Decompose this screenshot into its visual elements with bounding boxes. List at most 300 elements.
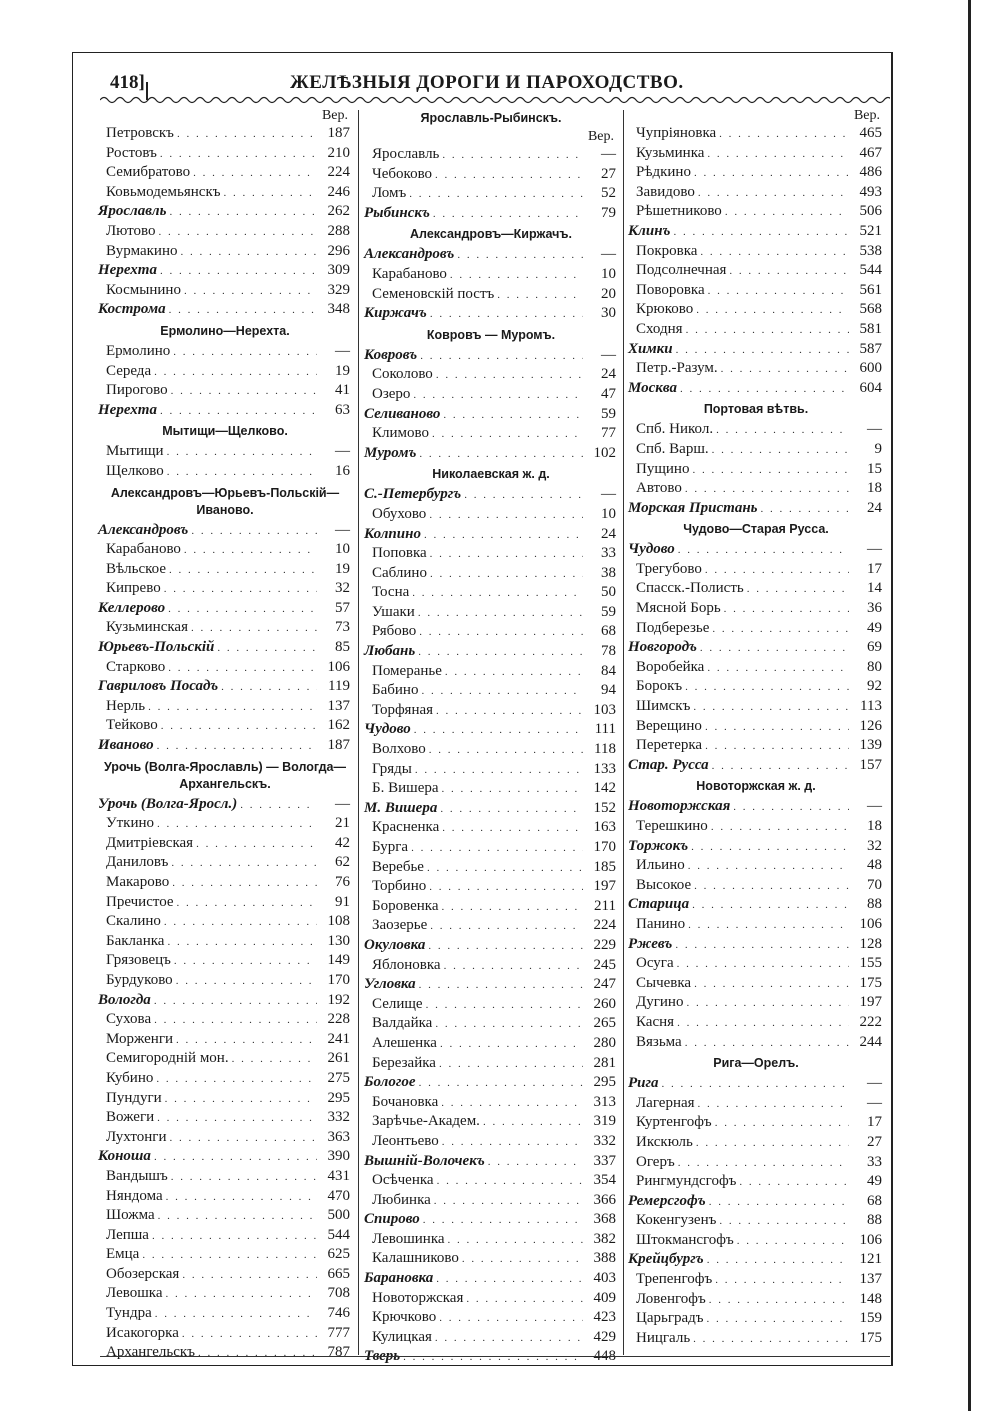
station-distance: 130 bbox=[327, 932, 350, 949]
station-distance: 32 bbox=[335, 580, 350, 597]
station-row bbox=[628, 619, 884, 639]
station-row bbox=[628, 817, 884, 837]
dot-leader bbox=[169, 203, 317, 222]
station-distance: 19 bbox=[335, 362, 350, 379]
station-row bbox=[98, 697, 352, 717]
station-name: Рябово bbox=[372, 623, 417, 640]
dot-leader bbox=[677, 1014, 849, 1033]
station-distance: 24 bbox=[867, 499, 882, 516]
station-name: Кипрево bbox=[106, 580, 161, 597]
station-distance: 192 bbox=[327, 991, 350, 1008]
station-name: Гавриловъ Посадъ bbox=[98, 678, 219, 695]
dot-leader bbox=[700, 243, 849, 262]
section-title: Портовая вѣтвь. bbox=[703, 402, 809, 417]
station-row bbox=[628, 599, 884, 619]
verst-header: Вер. bbox=[587, 129, 614, 144]
station-distance: 366 bbox=[593, 1191, 616, 1208]
station-row bbox=[98, 1010, 352, 1030]
station-distance: 62 bbox=[335, 854, 350, 871]
station-row bbox=[98, 1089, 352, 1109]
station-distance: 142 bbox=[593, 780, 616, 797]
station-distance: 261 bbox=[327, 1050, 350, 1067]
station-distance: 163 bbox=[593, 819, 616, 836]
station-name: Штокмансгофъ bbox=[636, 1231, 734, 1248]
dot-leader bbox=[747, 580, 849, 599]
station-row bbox=[364, 936, 618, 956]
station-name: Сходня bbox=[636, 320, 683, 337]
station-row bbox=[98, 124, 352, 144]
station-distance: 18 bbox=[867, 818, 882, 834]
station-row bbox=[628, 540, 884, 560]
station-distance: 228 bbox=[327, 1011, 350, 1028]
station-distance: 260 bbox=[593, 995, 616, 1012]
station-distance: 88 bbox=[867, 1212, 882, 1229]
station-distance: 665 bbox=[327, 1265, 350, 1282]
dot-leader bbox=[448, 1231, 583, 1250]
station-name: Новоторжская bbox=[372, 1289, 464, 1306]
station-name: Дугино bbox=[636, 994, 684, 1011]
station-name: Лютово bbox=[106, 222, 156, 239]
station-distance: 126 bbox=[859, 717, 882, 734]
station-name: Емца bbox=[106, 1246, 140, 1263]
station-distance: 604 bbox=[859, 379, 882, 396]
station-name: Чудово bbox=[364, 721, 411, 738]
station-row bbox=[628, 242, 884, 262]
station-name: Вышній-Волочекъ bbox=[364, 1152, 485, 1169]
dot-leader bbox=[158, 1207, 317, 1226]
dot-leader bbox=[196, 835, 317, 854]
station-name: Мытищи bbox=[106, 443, 164, 460]
station-row bbox=[98, 1304, 352, 1324]
dot-leader bbox=[164, 580, 317, 599]
station-row bbox=[98, 300, 352, 320]
dot-leader bbox=[678, 541, 849, 560]
station-distance: 121 bbox=[859, 1251, 882, 1268]
route-section bbox=[98, 321, 352, 420]
station-distance: 152 bbox=[593, 799, 616, 816]
station-row bbox=[364, 304, 618, 324]
station-row bbox=[628, 340, 884, 360]
station-row bbox=[98, 1167, 352, 1187]
dot-leader bbox=[705, 718, 849, 737]
station-row bbox=[628, 560, 884, 580]
station-distance: — bbox=[335, 342, 350, 359]
station-row bbox=[628, 261, 884, 281]
station-distance: 262 bbox=[327, 203, 350, 220]
station-row bbox=[98, 261, 352, 281]
station-distance: 59 bbox=[601, 603, 616, 620]
station-name: Старково bbox=[106, 658, 166, 675]
station-distance: 187 bbox=[327, 737, 350, 754]
dot-leader bbox=[739, 1173, 849, 1192]
station-distance: 24 bbox=[601, 525, 616, 542]
station-name: Б. Вишера bbox=[372, 780, 439, 797]
station-name: Мясной Борь bbox=[636, 600, 721, 617]
station-distance: 68 bbox=[601, 623, 616, 640]
station-name: Подберезье bbox=[636, 619, 710, 636]
dot-leader bbox=[426, 996, 583, 1015]
dot-leader bbox=[429, 741, 583, 760]
dot-leader bbox=[705, 561, 849, 580]
station-name: Померанье bbox=[372, 662, 442, 679]
dot-leader bbox=[442, 1133, 583, 1152]
station-distance: 159 bbox=[859, 1310, 882, 1327]
station-distance: 17 bbox=[867, 560, 882, 577]
station-name: Веребье bbox=[372, 858, 424, 875]
station-name: Москва bbox=[628, 379, 677, 396]
station-row bbox=[364, 1112, 618, 1132]
station-name: Ушаки bbox=[372, 603, 415, 620]
station-name: Няндома bbox=[106, 1187, 163, 1204]
section-title: Александровъ—Киржачъ. bbox=[410, 227, 572, 242]
station-name: Спасск.-Полисть bbox=[636, 580, 744, 597]
station-row bbox=[628, 1013, 884, 1033]
station-row bbox=[628, 1172, 884, 1192]
station-name: Лухтонги bbox=[106, 1128, 167, 1145]
station-name: Нерль bbox=[106, 697, 146, 714]
station-row bbox=[628, 856, 884, 876]
station-row bbox=[98, 281, 352, 301]
station-row bbox=[364, 995, 618, 1015]
station-name: Ярославль bbox=[98, 203, 167, 220]
dot-leader bbox=[420, 347, 583, 366]
dot-leader bbox=[692, 896, 849, 915]
station-name: Бурга bbox=[372, 839, 409, 855]
dot-leader bbox=[436, 366, 583, 385]
station-row bbox=[364, 1230, 618, 1250]
station-row bbox=[628, 1211, 884, 1231]
dot-leader bbox=[688, 916, 849, 935]
page-title: ЖЕЛѢЗНЫЯ ДОРОГИ И ПАРОХОДСТВО. bbox=[290, 72, 684, 93]
dot-leader bbox=[725, 203, 849, 222]
dot-leader bbox=[715, 1271, 849, 1290]
station-row bbox=[628, 420, 884, 440]
station-name: Кокенгузенъ bbox=[636, 1212, 717, 1229]
station-name: Чебоково bbox=[372, 165, 433, 182]
dot-leader bbox=[440, 800, 583, 819]
station-distance: — bbox=[335, 795, 350, 812]
station-distance: 59 bbox=[601, 405, 616, 422]
station-row bbox=[364, 1171, 618, 1191]
station-distance: 493 bbox=[859, 183, 882, 200]
station-distance: — bbox=[601, 146, 616, 162]
route-section bbox=[628, 108, 884, 398]
station-row bbox=[364, 145, 618, 165]
station-name: Икскюль bbox=[636, 1133, 693, 1150]
dot-leader bbox=[232, 1050, 317, 1069]
dot-leader bbox=[466, 1290, 583, 1309]
dot-leader bbox=[435, 1329, 583, 1348]
dot-leader bbox=[444, 957, 583, 976]
station-distance: 170 bbox=[327, 971, 350, 988]
dot-leader bbox=[700, 639, 849, 658]
station-row bbox=[98, 991, 352, 1011]
route-section bbox=[364, 325, 618, 464]
station-row bbox=[98, 1147, 352, 1167]
dot-leader bbox=[719, 125, 849, 144]
station-distance: 69 bbox=[867, 639, 882, 656]
dot-leader bbox=[157, 1109, 317, 1128]
dot-leader bbox=[165, 1090, 317, 1109]
dot-leader bbox=[168, 600, 317, 619]
station-distance: 41 bbox=[335, 382, 350, 399]
station-row bbox=[628, 1133, 884, 1153]
dot-leader bbox=[184, 541, 317, 560]
station-name: Торжокъ bbox=[628, 837, 689, 854]
station-distance: 382 bbox=[593, 1230, 616, 1247]
station-distance: 175 bbox=[859, 1329, 882, 1346]
station-row bbox=[628, 359, 884, 379]
station-name: Обозерская bbox=[106, 1265, 180, 1282]
station-row bbox=[98, 1343, 352, 1363]
station-row bbox=[98, 1128, 352, 1148]
station-row bbox=[364, 701, 618, 721]
dot-leader bbox=[160, 145, 317, 164]
station-row bbox=[98, 638, 352, 658]
station-distance: 85 bbox=[335, 639, 350, 656]
station-distance: — bbox=[867, 421, 882, 438]
station-row bbox=[98, 222, 352, 242]
station-name: Волхово bbox=[372, 741, 426, 758]
station-row bbox=[364, 799, 618, 819]
dot-leader bbox=[403, 1348, 583, 1367]
dot-leader bbox=[497, 286, 583, 305]
station-row bbox=[628, 638, 884, 658]
station-row bbox=[628, 954, 884, 974]
station-row bbox=[98, 1030, 352, 1050]
dot-leader bbox=[439, 1055, 583, 1074]
station-name: Новгородъ bbox=[628, 639, 697, 656]
dot-leader bbox=[716, 421, 849, 440]
route-section bbox=[364, 224, 618, 323]
station-distance: 329 bbox=[327, 281, 350, 298]
station-distance: — bbox=[601, 346, 616, 363]
station-row bbox=[364, 975, 618, 995]
station-row bbox=[98, 834, 352, 854]
station-name: Уткино bbox=[106, 815, 155, 832]
station-distance: 57 bbox=[335, 599, 350, 616]
dot-leader bbox=[694, 975, 849, 994]
dot-leader bbox=[430, 565, 583, 584]
dot-leader bbox=[737, 1232, 849, 1251]
station-distance: 332 bbox=[593, 1132, 616, 1149]
dot-leader bbox=[177, 894, 317, 913]
station-distance: 448 bbox=[593, 1348, 616, 1365]
station-distance: 581 bbox=[859, 320, 882, 337]
station-name: Угловка bbox=[364, 976, 416, 993]
station-row bbox=[628, 144, 884, 164]
station-name: Трепенгофъ bbox=[636, 1271, 713, 1288]
station-distance: 137 bbox=[327, 697, 350, 714]
station-name: Щелково bbox=[106, 462, 164, 479]
station-name: Шимскъ bbox=[636, 698, 691, 715]
station-name: Тосна bbox=[372, 584, 410, 601]
route-section bbox=[364, 464, 618, 1367]
station-row bbox=[364, 485, 618, 505]
route-section bbox=[98, 483, 352, 756]
station-distance: — bbox=[867, 798, 882, 815]
station-name: Грязовецъ bbox=[106, 952, 171, 969]
station-name: Карабаново bbox=[372, 265, 447, 282]
station-name: Лагерная bbox=[636, 1094, 695, 1111]
dot-leader bbox=[443, 406, 583, 425]
dot-leader bbox=[698, 1095, 849, 1114]
station-name: Рига bbox=[628, 1075, 659, 1092]
station-distance: 77 bbox=[601, 425, 616, 442]
dot-leader bbox=[694, 164, 849, 183]
station-name: Ковьмодемьянскъ bbox=[106, 183, 221, 200]
station-row bbox=[364, 603, 618, 623]
station-name: Ярославль bbox=[372, 146, 440, 162]
station-row bbox=[364, 444, 618, 464]
station-row bbox=[98, 521, 352, 541]
station-name: Воробейка bbox=[636, 658, 705, 675]
station-name: Семеновскій постъ bbox=[372, 285, 495, 302]
dot-leader bbox=[156, 1070, 317, 1089]
station-name: Химки bbox=[628, 340, 673, 357]
dot-leader bbox=[733, 798, 849, 817]
station-row bbox=[364, 662, 618, 682]
station-distance: 157 bbox=[859, 756, 882, 773]
station-name: Ермолино bbox=[106, 342, 171, 359]
station-distance: 17 bbox=[867, 1114, 882, 1131]
station-name: Торбино bbox=[372, 878, 427, 895]
station-name: Окуловка bbox=[364, 936, 426, 953]
station-row bbox=[364, 1132, 618, 1152]
station-distance: 20 bbox=[601, 285, 616, 302]
station-distance: 185 bbox=[593, 858, 616, 875]
dot-leader bbox=[154, 363, 317, 382]
station-row bbox=[628, 460, 884, 480]
dot-leader bbox=[712, 757, 849, 776]
dot-leader bbox=[442, 898, 583, 917]
station-distance: 18 bbox=[867, 480, 882, 497]
station-name: Пундуги bbox=[106, 1089, 162, 1106]
dot-leader bbox=[184, 282, 317, 301]
station-distance: 63 bbox=[335, 401, 350, 418]
station-distance: 133 bbox=[593, 760, 616, 777]
station-row bbox=[98, 540, 352, 560]
station-row bbox=[98, 716, 352, 736]
station-distance: 187 bbox=[327, 125, 350, 141]
dot-leader bbox=[685, 480, 849, 499]
station-distance: 70 bbox=[867, 876, 882, 893]
station-row bbox=[98, 362, 352, 382]
station-distance: 33 bbox=[867, 1153, 882, 1170]
station-name: Бологое bbox=[364, 1074, 416, 1091]
station-name: Трегубово bbox=[636, 560, 702, 577]
station-name: Зарѣчье-Академ. bbox=[372, 1113, 480, 1130]
station-name: Пречистое bbox=[106, 893, 174, 910]
station-distance: — bbox=[335, 521, 350, 538]
dot-leader bbox=[688, 857, 849, 876]
dot-leader bbox=[686, 321, 849, 340]
dot-leader bbox=[705, 737, 849, 756]
station-name: Ковровъ bbox=[364, 346, 418, 363]
station-row bbox=[98, 401, 352, 421]
station-row bbox=[98, 560, 352, 580]
section-title: Николаевская ж. д. bbox=[432, 467, 550, 482]
station-distance: 521 bbox=[859, 222, 882, 239]
dot-leader bbox=[419, 976, 583, 995]
dot-leader bbox=[419, 1074, 583, 1093]
station-name: Подсолнечная bbox=[636, 262, 727, 279]
station-name: Спирово bbox=[364, 1211, 420, 1228]
station-name: Левошка bbox=[106, 1285, 163, 1302]
station-distance: 32 bbox=[867, 837, 882, 854]
station-name: Куртенгофъ bbox=[636, 1114, 712, 1131]
station-row bbox=[364, 165, 618, 185]
station-row bbox=[98, 442, 352, 462]
dot-leader bbox=[176, 972, 317, 991]
station-name: Соколово bbox=[372, 366, 433, 383]
station-name: Тверь bbox=[364, 1348, 401, 1365]
station-row bbox=[364, 525, 618, 545]
dot-leader bbox=[423, 1211, 583, 1230]
dot-leader bbox=[442, 819, 583, 838]
station-row bbox=[364, 760, 618, 780]
dot-leader bbox=[707, 1251, 849, 1270]
station-name: Семигородній мон. bbox=[106, 1050, 229, 1067]
station-row bbox=[364, 1269, 618, 1289]
wavy-rule bbox=[100, 94, 890, 106]
station-distance: 568 bbox=[859, 301, 882, 318]
station-name: Чудово bbox=[628, 541, 675, 558]
dot-leader bbox=[686, 994, 849, 1013]
station-name: Озеро bbox=[372, 385, 411, 402]
station-row bbox=[364, 818, 618, 838]
station-distance: 368 bbox=[593, 1211, 616, 1228]
station-distance: 139 bbox=[859, 737, 882, 754]
station-distance: 600 bbox=[859, 360, 882, 377]
station-name: Муромъ bbox=[364, 444, 417, 461]
station-name: Бочановка bbox=[372, 1093, 439, 1110]
station-distance: — bbox=[601, 486, 616, 503]
dot-leader bbox=[434, 1192, 583, 1211]
station-distance: 38 bbox=[601, 564, 616, 581]
station-distance: 211 bbox=[594, 897, 616, 914]
station-distance: 73 bbox=[335, 619, 350, 636]
station-name: Космынино bbox=[106, 281, 181, 298]
dot-leader bbox=[160, 402, 317, 421]
dot-leader bbox=[685, 678, 849, 697]
station-distance: 175 bbox=[859, 974, 882, 991]
station-distance: 544 bbox=[327, 1226, 350, 1243]
station-row bbox=[628, 1074, 884, 1094]
section-title: Чудово—Старая Русса. bbox=[683, 522, 829, 537]
station-distance: 92 bbox=[867, 678, 882, 695]
station-row bbox=[364, 1210, 618, 1230]
station-distance: 106 bbox=[859, 1231, 882, 1248]
dot-leader bbox=[712, 441, 849, 460]
station-row bbox=[628, 1094, 884, 1114]
station-row bbox=[628, 993, 884, 1013]
station-distance: 137 bbox=[859, 1271, 882, 1288]
station-name: Крюково bbox=[636, 301, 694, 318]
station-distance: 113 bbox=[860, 698, 882, 715]
dot-leader bbox=[171, 382, 317, 401]
station-distance: 170 bbox=[593, 839, 616, 855]
station-row bbox=[628, 974, 884, 994]
station-distance: 162 bbox=[327, 717, 350, 734]
station-name: Вожеги bbox=[106, 1109, 155, 1126]
route-section bbox=[98, 421, 352, 481]
dot-leader bbox=[154, 992, 317, 1011]
station-name: Яблоновка bbox=[372, 956, 441, 973]
dot-leader bbox=[711, 818, 849, 837]
dot-leader bbox=[157, 815, 317, 834]
station-row bbox=[628, 658, 884, 678]
